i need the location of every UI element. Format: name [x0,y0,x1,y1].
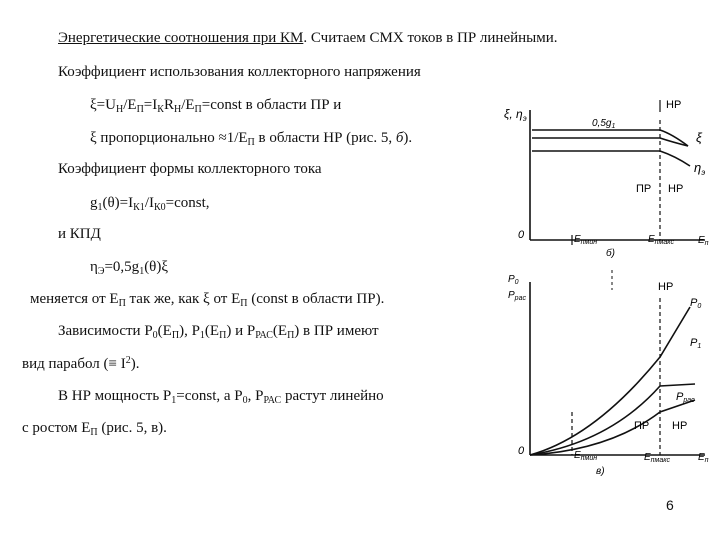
eta-label: $\eta_э$ [694,160,706,177]
p1-label: P1 [690,337,702,350]
line-heading: Энергетические соотношения при КМ. Считаем СМХ токов в ПР линейными. [58,30,558,46]
figure-b-xi-eta [500,90,715,260]
xi-label: ξ [696,130,702,145]
nr-label: НР [668,183,684,195]
page-number: 6 [666,497,674,513]
origin-label: 0 [518,445,525,457]
line-nr-power: В НР мощность $P_1=const$, а $P_0$, $P_{РАС}$ растут линейно [58,388,384,406]
line-xi-formula: $\xi=U_Н/E_П=I_КR_Н/E_П=const$ в области ПР и [90,97,342,115]
g1-label: $0,5g_1$ [592,118,616,130]
pr-label: ПР [636,183,652,195]
line-g1-formula: $g_1(\theta)=I_{К1}/I_{К0}=const$, [90,195,210,213]
pr-label: ПР [634,420,650,432]
nr-top-label: НР [658,281,674,293]
emax-label: $E_{пмакс}$ [648,234,674,246]
line-linear-growth: с ростом $E_П$ (рис. 5, в). [22,420,167,438]
p0-curve [530,307,690,455]
line-power-dependence: Зависимости $P_0(E_П)$, $P_1(E_П)$ и $P_{РАС}(E_П)$ в ПР имеют [58,323,379,341]
p0-label: P0 [690,297,702,310]
x-axis-label: $E_п$ [698,235,709,247]
g1-curve [532,138,688,146]
figure-v-powers [500,262,715,477]
line-efficiency-title: и КПД [58,226,101,242]
line-xi-nr: ξ пропорционально $\approx 1/E_П$ в области НР (рис. 5, б). [90,130,413,148]
nr-label: НР [672,420,688,432]
nr-top-label: НР [666,99,682,111]
p1-curve [530,384,695,455]
emin-label: $E_{пмин}$ [574,450,598,462]
x-axis-label: $E_п$ [698,452,709,464]
emax-label: $E_{пмакс}$ [644,452,670,464]
emin-label: $E_{пмин}$ [574,234,598,246]
line-form-factor-title: Коэффициент формы коллекторного тока [58,161,322,177]
y-axis-label-2: $P_{рас}$ [508,290,526,302]
y-axis-label-1: $P_0$ [508,274,519,286]
origin-label: 0 [518,229,525,241]
line-parabola: вид парабол (≡ $I^2$). [22,355,140,372]
pras-label: Pрас [676,391,695,404]
line-eta-varies: меняется от $E_П$ так же, как ξ от $E_П$ (const в области ПР). [30,291,385,309]
line-eta-formula: $\eta_Э=0,5g_1(\theta)\xi$ [90,259,169,277]
y-axis-label: ξ, $\eta_э$ [504,107,527,123]
line-coefficient-title: Коэффициент использования коллекторного напряжения [58,64,421,80]
figure-letter: в) [596,466,605,477]
figure-letter: б) [606,248,615,259]
eta-curve [532,151,690,166]
